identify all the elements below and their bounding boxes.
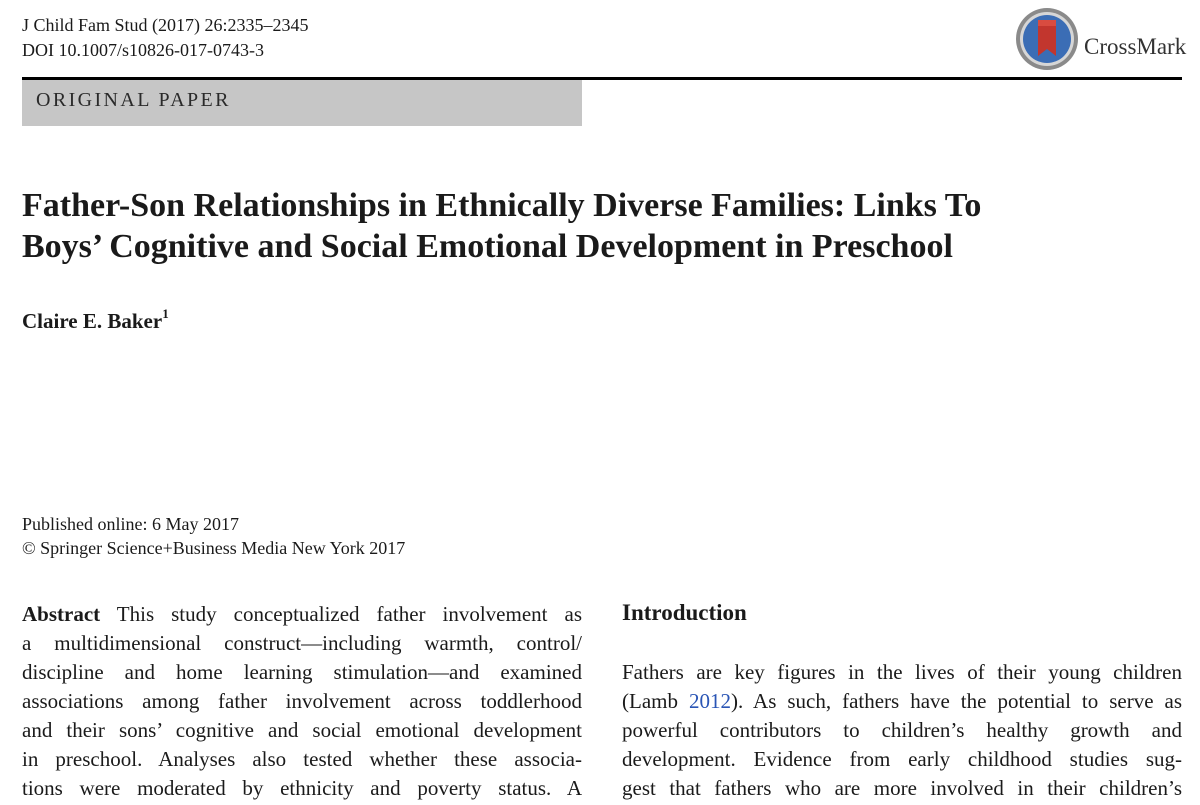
abstract-line: a multidimensional construct—including warmth, control/ <box>22 631 582 655</box>
crossmark-badge[interactable] <box>1014 6 1189 72</box>
copyright: © Springer Science+Business Media New York 2017 <box>22 538 406 558</box>
published-online: Published online: 6 May 2017 <box>22 514 239 534</box>
title-line: Father-Son Relationships in Ethnically Diverse Families: Links To <box>22 187 982 224</box>
intro-text: (Lamb <box>622 689 689 713</box>
paper-type: ORIGINAL PAPER <box>36 89 231 111</box>
doi[interactable]: DOI 10.1007/s10826-017-0743-3 <box>22 40 264 60</box>
abstract-line: discipline and home learning stimulation—and examined <box>22 660 582 684</box>
abstract-line <box>22 600 582 629</box>
affiliation-mark[interactable]: 1 <box>162 306 169 321</box>
paper-type-band <box>22 80 582 126</box>
citation-link[interactable]: 2012 <box>688 689 731 713</box>
author-name[interactable]: Claire E. Baker <box>22 309 163 333</box>
abstract-line: associations among father involvement across toddlerhood <box>22 689 582 713</box>
intro-line: gest that fathers who are more involved in their children’s <box>622 776 1182 800</box>
intro-line: development. Evidence from early childhood studies sug- <box>622 747 1182 771</box>
abstract-line: tions were moderated by ethnicity and poverty status. A <box>22 776 582 800</box>
abstract-line: in preschool. Analyses also tested whether these associa- <box>22 747 582 771</box>
introduction-heading: Introduction <box>622 600 747 625</box>
abstract-label: Abstract <box>22 602 101 626</box>
intro-text: ). As such, fathers have the potential to serve as <box>730 689 1182 713</box>
journal-reference: J Child Fam Stud (2017) 26:2335–2345 <box>22 15 309 35</box>
intro-line: powerful contributors to children’s healthy growth and <box>622 718 1182 742</box>
crossmark-icon <box>1014 6 1080 72</box>
article-title <box>22 185 1182 267</box>
abstract-text: This study conceptualized father involvement as <box>116 602 582 626</box>
intro-line: Fathers are key figures in the lives of their young children <box>622 660 1182 684</box>
title-line: Boys’ Cognitive and Social Emotional Development in Preschool <box>22 228 953 265</box>
intro-line <box>622 687 1182 716</box>
abstract-line: and their sons’ cognitive and social emotional development <box>22 718 582 742</box>
author <box>22 308 169 334</box>
crossmark-label: CrossMark <box>1084 34 1187 59</box>
